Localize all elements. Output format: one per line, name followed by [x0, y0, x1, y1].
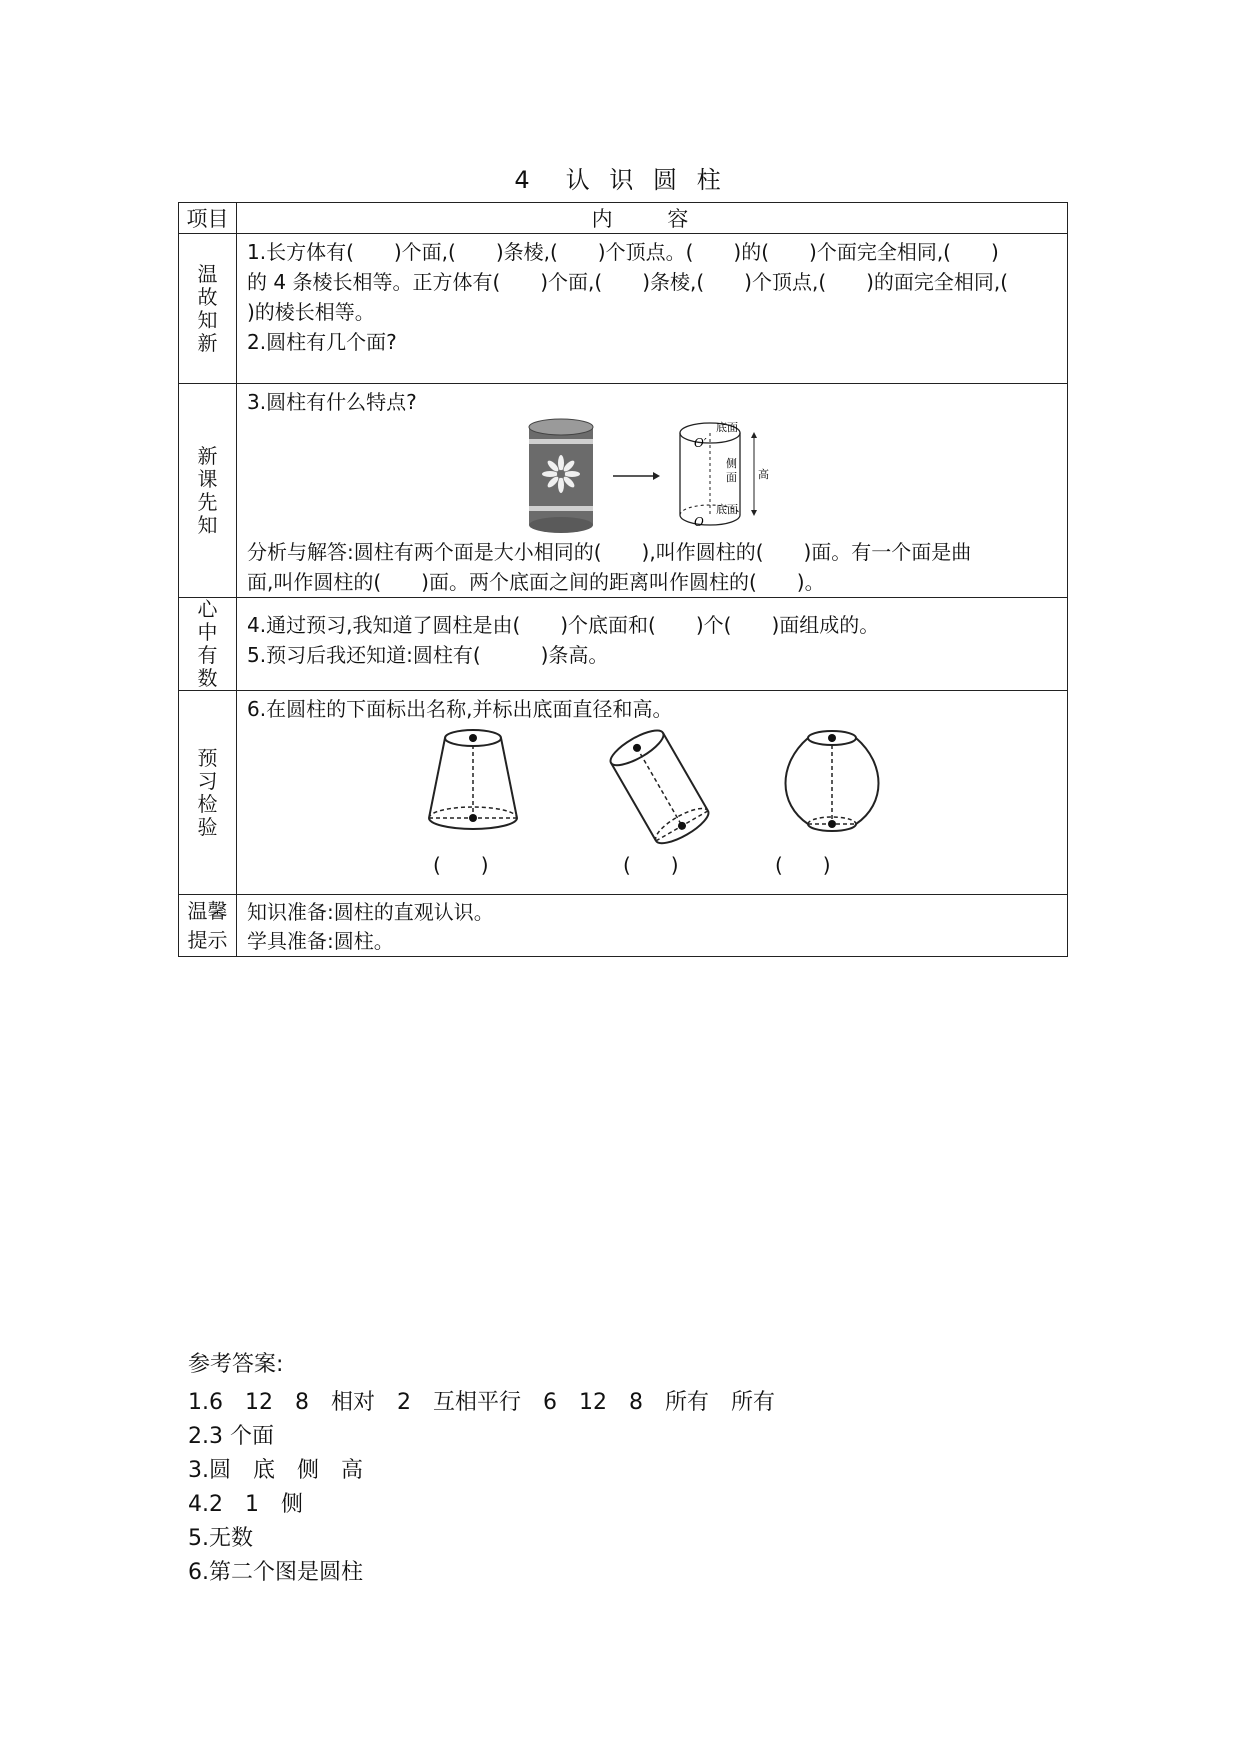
preview-answer-line: 面,叫作圆柱的( )面。两个底面之间的距离叫作圆柱的( )。 — [247, 570, 825, 594]
tea-can-illustration — [526, 417, 596, 535]
cylinder-figure — [247, 417, 1059, 537]
check-row — [179, 691, 1068, 895]
preview-worksheet-table — [178, 202, 1068, 957]
answer-line: 1.6 12 8 相对 2 互相平行 6 12 8 所有 所有 — [188, 1390, 775, 1415]
answer-line: 2.3 个面 — [188, 1424, 274, 1449]
tip-line: 学具准备:圆柱。 — [247, 929, 394, 953]
review-label: 温 故 知 新 — [179, 234, 237, 384]
review-line: 1.长方体有( )个面,( )条棱,( )个顶点。( )的( )个面完全相同,( ) — [247, 240, 999, 264]
preview-content — [237, 384, 1068, 598]
label-o: O — [694, 515, 704, 529]
answer-line: 3.圆 底 侧 高 — [188, 1458, 363, 1483]
mind-content — [237, 598, 1068, 691]
check-label: 预 习 检 验 — [179, 691, 237, 895]
page-title: 4 认 识 圆 柱 — [514, 166, 727, 194]
header-content-cell: 内 容 — [237, 203, 1068, 234]
review-content — [237, 234, 1068, 384]
review-line: 的 4 条棱长相等。正方体有( )个面,( )条棱,( )个顶点,( )的面完全相同,( — [247, 270, 1009, 294]
frustum-shape — [425, 724, 525, 849]
review-row — [179, 234, 1068, 384]
mind-line: 5.预习后我还知道:圆柱有( )条高。 — [247, 643, 609, 667]
barrel-shape — [782, 724, 882, 849]
tips-label: 温馨 提示 — [179, 895, 237, 957]
answer-blank-2[interactable]: ( ) — [623, 853, 679, 877]
preview-question: 3.圆柱有什么特点? — [247, 390, 417, 414]
labeled-cylinder-diagram — [676, 417, 771, 535]
answer-line: 4.2 1 侧 — [188, 1492, 303, 1517]
label-top-base: 底面 — [716, 421, 738, 434]
tips-content — [237, 895, 1068, 957]
arrow-icon — [611, 417, 661, 535]
answer-blank-3[interactable]: ( ) — [775, 853, 831, 877]
review-question: 2.圆柱有几个面? — [247, 330, 397, 354]
label-side-2: 面 — [726, 471, 737, 484]
answers-heading: 参考答案: — [188, 1352, 284, 1377]
preview-label: 新 课 先 知 — [179, 384, 237, 598]
label-side-1: 侧 — [726, 457, 737, 470]
preview-answer-line: 分析与解答:圆柱有两个面是大小相同的( ),叫作圆柱的( )面。有一个面是曲 — [247, 540, 972, 564]
mind-label: 心 中 有 数 — [179, 598, 237, 691]
tips-row — [179, 895, 1068, 957]
label-o-prime: O′ — [694, 436, 707, 450]
check-content — [237, 691, 1068, 895]
answer-blank-1[interactable]: ( ) — [433, 853, 489, 877]
review-line: )的棱长相等。 — [247, 300, 375, 324]
label-bottom-base: 底面 — [716, 503, 738, 516]
tip-line: 知识准备:圆柱的直观认识。 — [247, 900, 494, 924]
tilted-cylinder-shape — [599, 724, 719, 849]
mind-row — [179, 598, 1068, 691]
answer-line: 5.无数 — [188, 1526, 253, 1551]
reference-answers — [188, 1348, 775, 1590]
label-height: 高 — [758, 468, 769, 481]
table-header-row — [179, 203, 1068, 234]
header-item-cell: 项目 — [179, 203, 237, 234]
preview-row — [179, 384, 1068, 598]
mind-line: 4.通过预习,我知道了圆柱是由( )个底面和( )个( )面组成的。 — [247, 613, 880, 637]
answer-line: 6.第二个图是圆柱 — [188, 1560, 363, 1585]
check-question: 6.在圆柱的下面标出名称,并标出底面直径和高。 — [247, 697, 673, 721]
shape-choices — [247, 724, 1059, 894]
